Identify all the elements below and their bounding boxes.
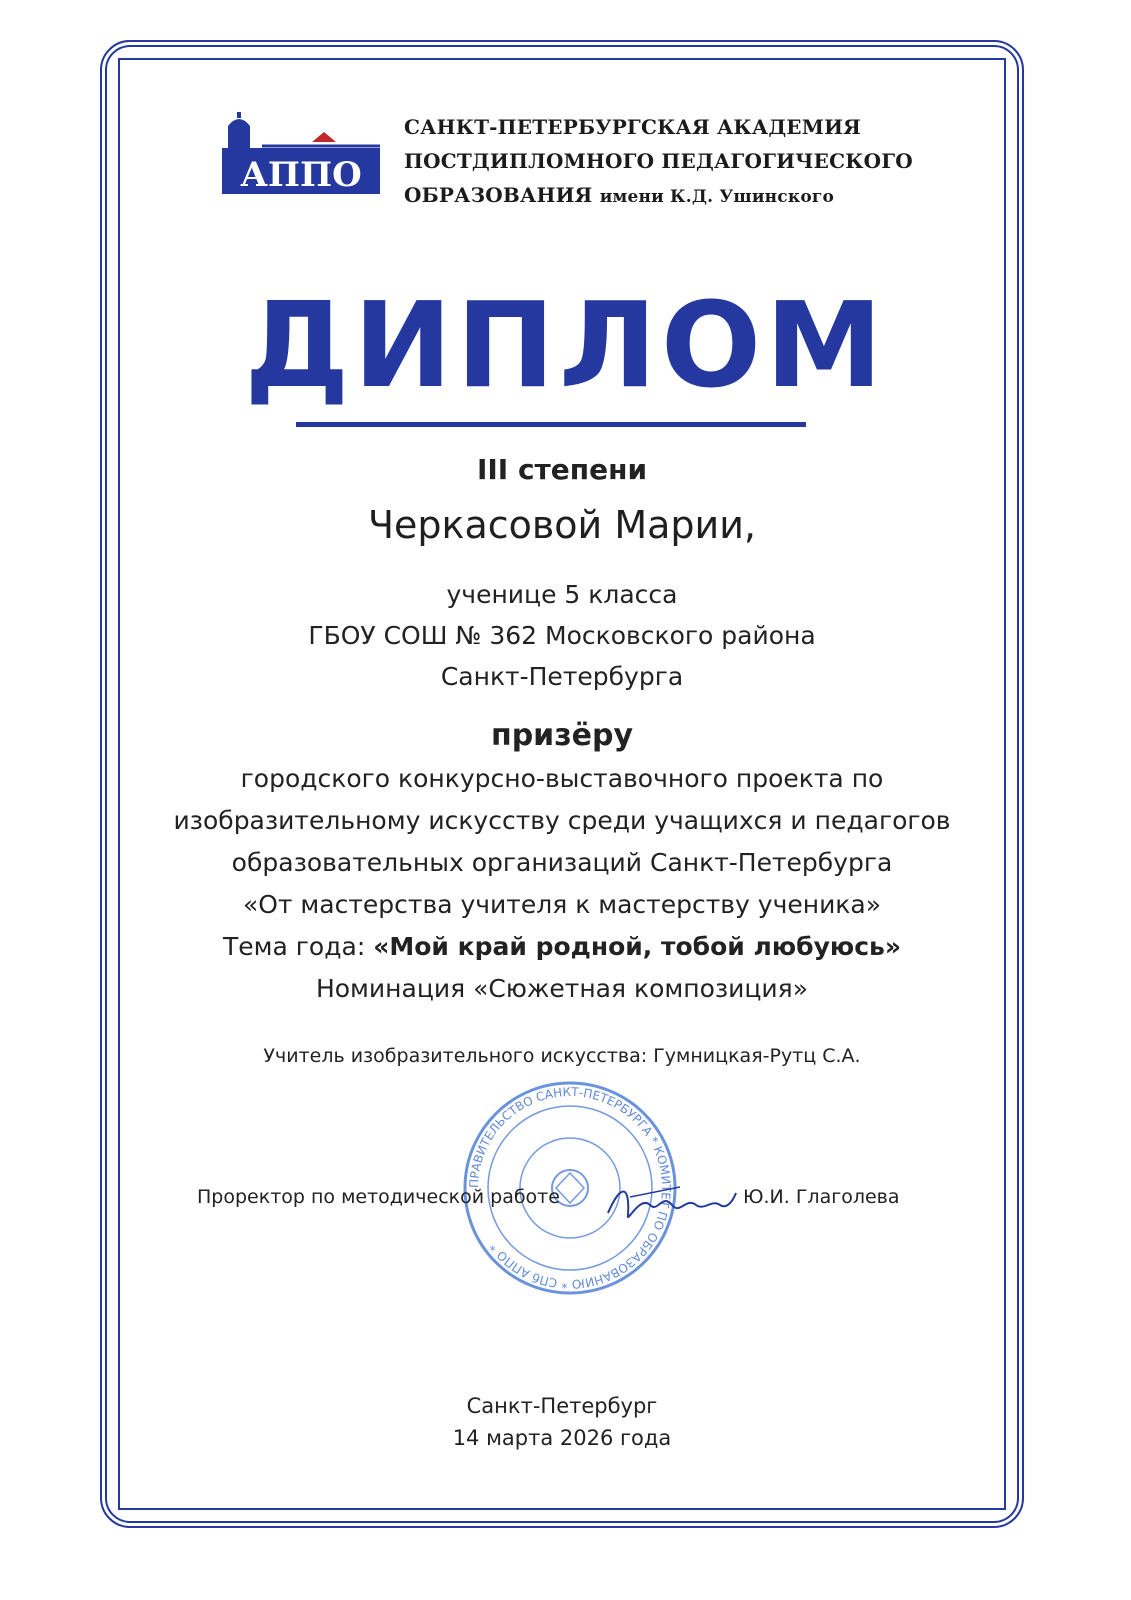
stamp-text: ПРАВИТЕЛЬСТВО САНКТ-ПЕТЕРБУРГА * КОМИТЕТ ПО ОБРАЗОВАНИЮ * СПб АППО * (466, 1084, 674, 1292)
theme-line (120, 926, 1004, 968)
document-title: ДИПЛОМ (244, 276, 887, 414)
signer-name: Ю.И. Глаголева (743, 1186, 900, 1208)
appo-logo (222, 112, 380, 194)
recipient-class: ученице 5 класса (446, 580, 678, 609)
recipient-school: ГБОУ СОШ № 362 Московского района (308, 621, 816, 650)
org-line-2: ПОСТДИПЛОМНОГО ПЕДАГОГИЧЕСКОГО (404, 149, 913, 173)
org-line-3 (404, 178, 964, 214)
desc-line-4: «От мастерства учителя к мастерству ученика» (242, 890, 882, 919)
org-line-3-rest: имени К.Д. Ушинского (599, 187, 835, 207)
recipient-name: Черкасовой Марии, (367, 503, 756, 547)
title-divider (296, 422, 806, 427)
recipient-city: Санкт-Петербурга (440, 662, 684, 691)
award-role: призёру (490, 718, 634, 753)
theme-value: «Мой край родной, тобой любуюсь» (373, 932, 901, 961)
org-line-1: САНКТ-ПЕТЕРБУРГСКАЯ АКАДЕМИЯ (404, 115, 862, 139)
footer (120, 1390, 1004, 1454)
footer-city: Санкт-Петербург (466, 1394, 658, 1418)
logo-text: АППО (240, 155, 362, 194)
nomination: Номинация «Сюжетная композиция» (315, 974, 809, 1003)
desc-line-3: образовательных организаций Санкт-Петербурга (231, 848, 893, 877)
contest-description (120, 758, 1004, 1010)
handwritten-signature (600, 1175, 740, 1230)
theme-label: Тема года: (223, 932, 366, 961)
recipient-details (120, 574, 1004, 697)
footer-date: 14 марта 2026 года (452, 1426, 672, 1450)
org-line-3-main: ОБРАЗОВАНИЯ (404, 183, 593, 207)
degree: III степени (476, 453, 648, 486)
organization-name (404, 110, 964, 214)
desc-line-2: изобразительному искусству среди учащихся и педагогов (173, 806, 951, 835)
signer-position: Проректор по методической работе (197, 1186, 560, 1208)
desc-line-1: городского конкурсно-выставочного проекта по (240, 764, 884, 793)
teacher-line: Учитель изобразительного искусства: Гумницкая-Рутц С.А. (263, 1045, 861, 1067)
